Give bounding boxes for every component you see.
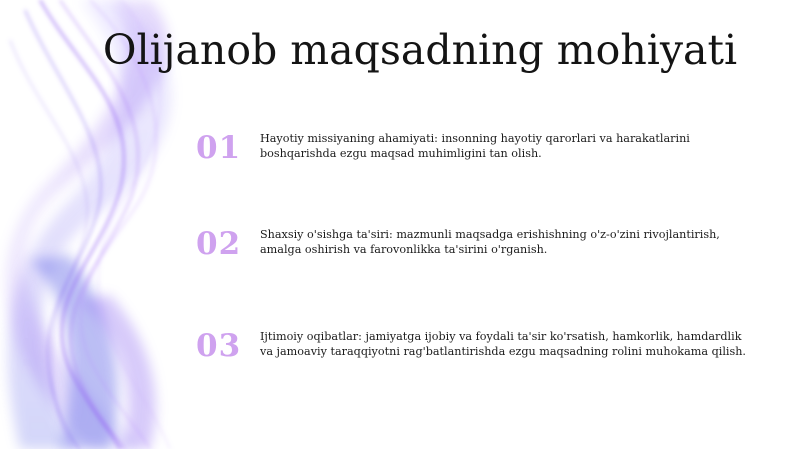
- item-number: 02: [196, 226, 242, 262]
- item-number: 01: [196, 130, 242, 166]
- item-text: Shaxsiy o'sishga ta'siri: mazmunli maqsadga erishishning o'z-o'zini rivojlantirish, amalga oshirish va farovonlikka ta'sirini o'rganish.: [260, 228, 720, 256]
- item-text: Ijtimoiy oqibatlar: jamiyatga ijobiy va foydali ta'sir ko'rsatish, hamkorlik, hamdardlik va jamoaviy taraqqiyotni rag'batlantirishda ezgu maqsadning rolini muhokama qilish.: [260, 330, 746, 358]
- list-item: [196, 226, 756, 262]
- slide-title: Olijanob maqsadning mohiyati: [102, 26, 738, 74]
- list-item: [196, 130, 756, 166]
- item-number: 03: [196, 328, 242, 364]
- item-text: Hayotiy missiyaning ahamiyati: insonning hayotiy qarorlari va harakatlarini boshqarishda ezgu maqsad muhimligini tan olish.: [260, 132, 690, 160]
- list-item: [196, 328, 756, 364]
